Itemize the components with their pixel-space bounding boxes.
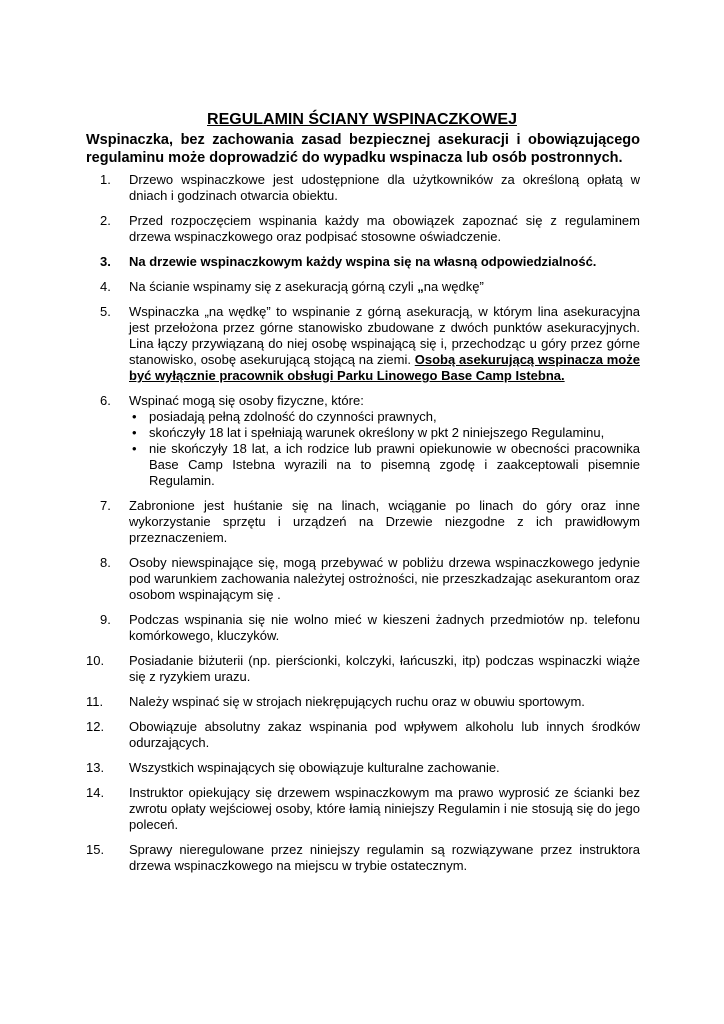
- rule-number: 12.: [86, 719, 105, 734]
- rule-number: 8.: [100, 555, 111, 570]
- rule-11: [86, 694, 640, 710]
- rule-13: [86, 760, 640, 776]
- rule-text: Na drzewie wspinaczkowym każdy wspina się na własną odpowiedzialność.: [129, 254, 597, 269]
- rule-text: Posiadanie biżuterii (np. pierścionki, kolczyki, łańcuszki, itp) podczas wspinaczki wiąże się z ryzykiem urazu.: [129, 653, 640, 684]
- list-item-text: nie skończyły 18 lat, a ich rodzice lub prawni opiekunowie w obecności pracownika Base Camp Istebna wyrazili na to pisemną zgodę i zaakceptowali pisemnie Regulamin.: [149, 441, 640, 488]
- rule-number: 15.: [86, 842, 105, 857]
- rule-4: [86, 279, 640, 295]
- rule-number: 7.: [100, 498, 111, 513]
- rule-14: [86, 785, 640, 833]
- rule-text-end: na wędkę”: [423, 279, 484, 294]
- rule-5: [86, 304, 640, 384]
- rule-number: 13.: [86, 760, 105, 775]
- rule-number: 6.: [100, 393, 111, 408]
- rule-3: [86, 254, 640, 270]
- rule-number: 10.: [86, 653, 105, 668]
- list-item: [129, 409, 640, 425]
- list-item-text: posiadają pełną zdolność do czynności prawnych,: [149, 409, 437, 424]
- document-title: REGULAMIN ŚCIANY WSPINACZKOWEJ: [207, 111, 517, 128]
- rule-text: Sprawy nieregulowane przez niniejszy regulamin są rozwiązywane przez instruktora drzewa wspinaczkowego na miejscu w trybie ostatecznym.: [129, 842, 640, 873]
- rule-15: [86, 842, 640, 874]
- rule-9: [86, 612, 640, 644]
- rule-1: [86, 172, 640, 204]
- rule-text: Osoby niewspinające się, mogą przebywać w pobliżu drzewa wspinaczkowego jedynie pod warunkiem zachowania należytej ostrożności, nie przeszkadzając asekurantom oraz osobom wspinającym się .: [129, 555, 640, 602]
- rule-number: 5.: [100, 304, 111, 319]
- rule-2: [86, 213, 640, 245]
- rule-7: [86, 498, 640, 546]
- list-item: [129, 425, 640, 441]
- rule-text-quote: „: [417, 279, 424, 294]
- rule-emphasis: Osobą asekurującą wspinacza może być wyłącznie pracownik obsługi Parku Linowego Base Camp Istebna.: [129, 352, 640, 383]
- rule-text: Drzewo wspinaczkowe jest udostępnione dla użytkowników za określoną opłatą w dniach i godzinach otwarcia obiektu.: [129, 172, 640, 203]
- intro-warning: Wspinaczka, bez zachowania zasad bezpiecznej asekuracji i obowiązującego regulaminu może doprowadzić do wypadku wspinacza lub osób postronnych.: [86, 132, 640, 166]
- rule-text: Należy wspinać się w strojach niekrępujących ruchu oraz w obuwiu sportowym.: [129, 694, 585, 709]
- rule-text: Instruktor opiekujący się drzewem wspinaczkowym ma prawo wyprosić ze ścianki bez zwrotu opłaty wejściowej osoby, które łamią niniejszy Regulamin i nie stosują się do jego poleceń.: [129, 785, 640, 832]
- bullet-icon: •: [132, 409, 137, 424]
- rule-12: [86, 719, 640, 751]
- rule-text: Wszystkich wspinających się obowiązuje kulturalne zachowanie.: [129, 760, 500, 775]
- rule-number: 4.: [100, 279, 111, 294]
- list-item-text: skończyły 18 lat i spełniają warunek określony w pkt 2 niniejszego Regulaminu,: [149, 425, 605, 440]
- rule-number: 1.: [100, 172, 111, 187]
- rule-text: Przed rozpoczęciem wspinania każdy ma obowiązek zapoznać się z regulaminem drzewa wspinaczkowego oraz podpisać stosowne oświadczenie.: [129, 213, 640, 244]
- rule-text: Podczas wspinania się nie wolno mieć w kieszeni żadnych przedmiotów np. telefonu komórkowego, kluczyków.: [129, 612, 640, 643]
- rule-number: 3.: [100, 254, 111, 269]
- rule-6: [86, 393, 640, 489]
- rule-number: 2.: [100, 213, 111, 228]
- rule-number: 11.: [86, 694, 104, 709]
- eligibility-list: [129, 409, 640, 489]
- rule-8: [86, 555, 640, 603]
- rule-10: [86, 653, 640, 685]
- rule-number: 9.: [100, 612, 111, 627]
- rule-text: Wspinaczka „na wędkę” to wspinanie z górną asekuracją, w którym lina asekuracyjna jest przełożona przez górne stanowisko zbudowane z dwóch punktów asekuracyjnych. Lina łączy przywiązaną do niej osobę wspinającą się i, przechodząc u góry przez górne stanowisko, osobę asekurującą stojącą na ziemi.: [129, 304, 640, 367]
- list-item: [129, 441, 640, 489]
- rules-list: [86, 172, 640, 883]
- rule-text: Wspinać mogą się osoby fizyczne, które:: [129, 393, 364, 408]
- rule-text: Na ścianie wspinamy się z asekuracją górną czyli: [129, 279, 418, 294]
- rule-number: 14.: [86, 785, 105, 800]
- bullet-icon: •: [132, 441, 137, 456]
- rule-text: Obowiązuje absolutny zakaz wspinania pod wpływem alkoholu lub innych środków odurzających.: [129, 719, 640, 750]
- rule-text: Zabronione jest huśtanie się na linach, wciąganie po linach do góry oraz inne wykorzystanie sprzętu i urządzeń na Drzewie niezgodne z ich prawidłowym przeznaczeniem.: [129, 498, 640, 545]
- bullet-icon: •: [132, 425, 137, 440]
